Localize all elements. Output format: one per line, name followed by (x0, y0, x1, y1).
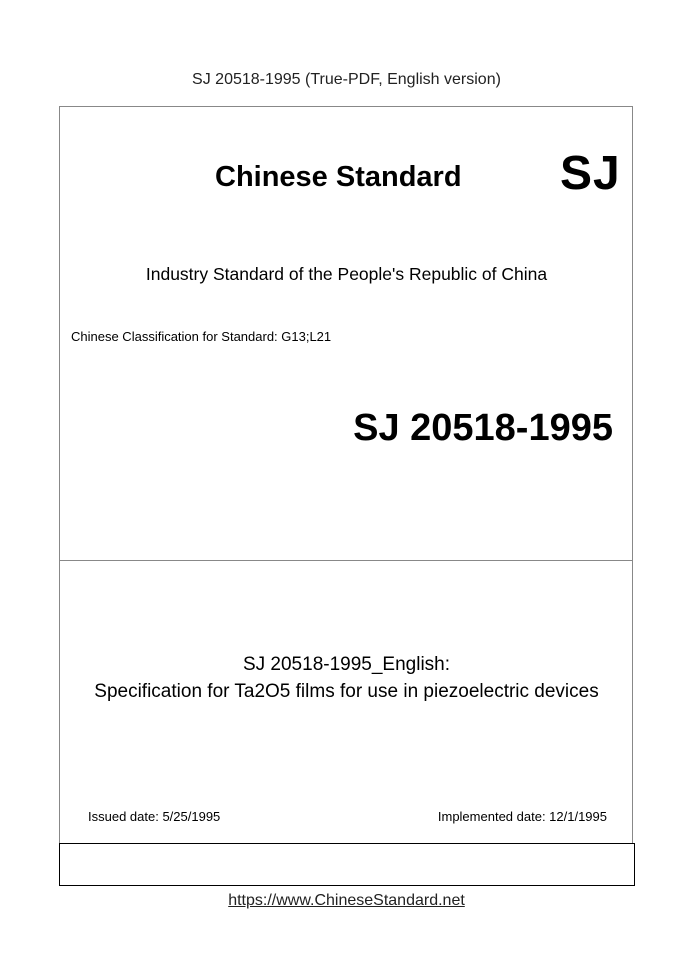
document-title (0, 651, 693, 705)
standard-number: SJ 20518-1995 (353, 407, 613, 449)
page-header-caption: SJ 20518-1995 (True-PDF, English version) (192, 71, 501, 88)
industry-standard-text: Industry Standard of the People's Republic of China (145, 264, 548, 284)
document-title-line2: Specification for Ta2O5 films for use in piezoelectric devices (94, 681, 599, 702)
implemented-date: Implemented date: 12/1/1995 (437, 809, 607, 824)
issued-date: Issued date: 5/25/1995 (88, 809, 221, 824)
cover-title: Chinese Standard (215, 161, 462, 193)
classification-text: Chinese Classification for Standard: G13;L21 (71, 329, 332, 344)
document-title-line1: SJ 20518-1995_English: (242, 654, 451, 675)
standard-code-mark: SJ (560, 147, 621, 200)
footer-link[interactable]: https://www.ChineseStandard.net (228, 892, 465, 909)
section-divider (59, 560, 633, 561)
bottom-strip-box (59, 843, 635, 886)
cover-frame (59, 106, 633, 884)
